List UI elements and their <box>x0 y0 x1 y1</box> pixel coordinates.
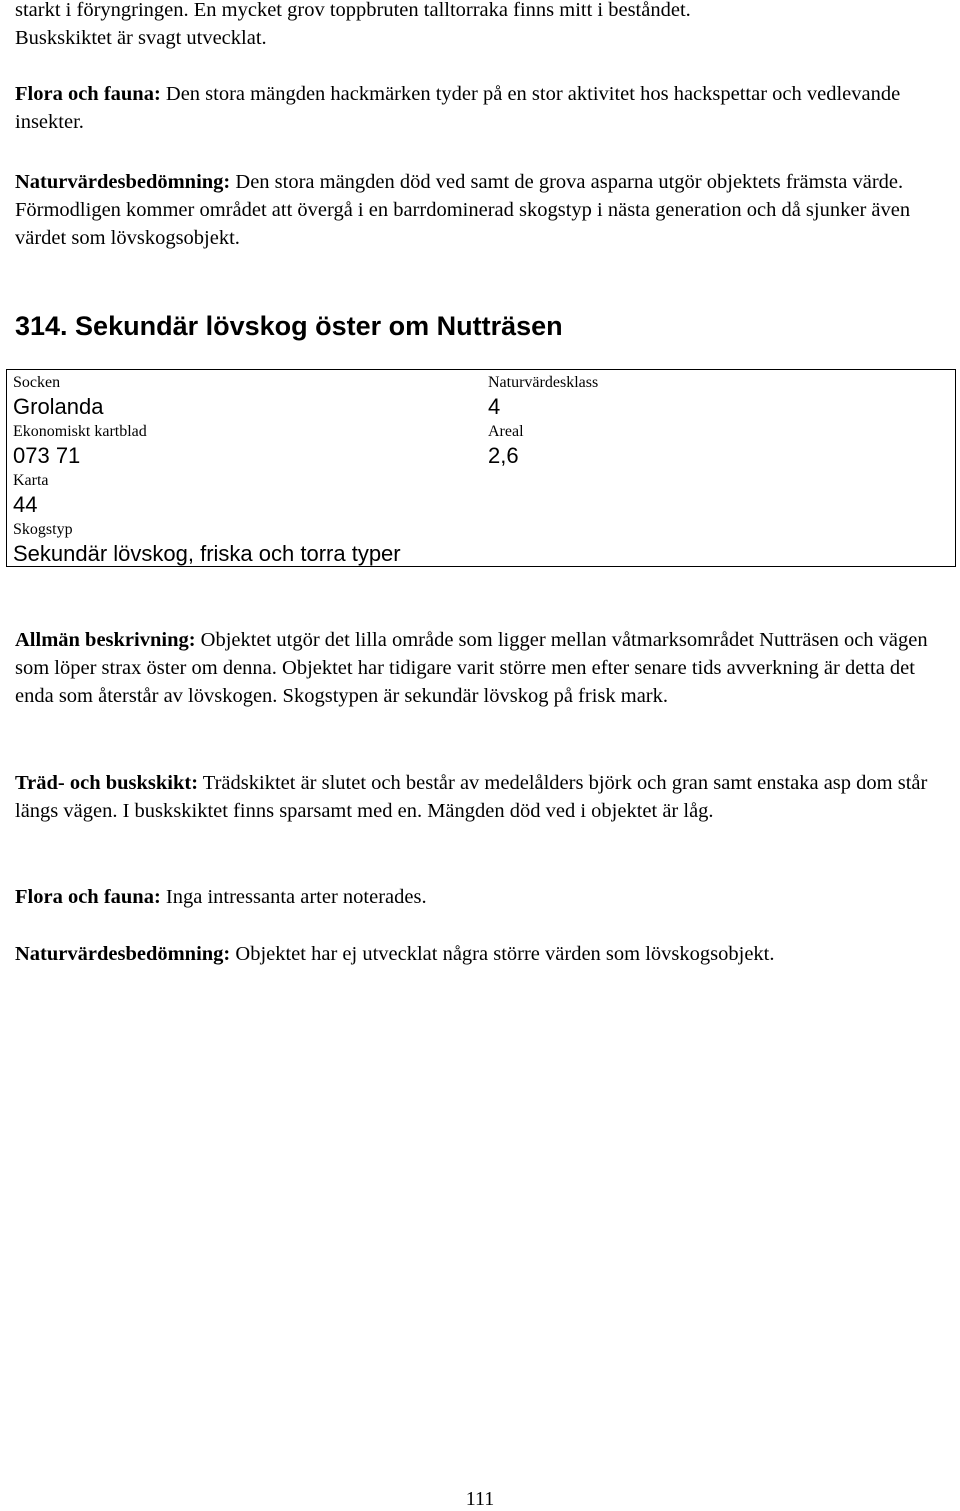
prev-natur-text: Den stora mängden död ved samt de grova asparna utgör objektets främsta värde. Förmodligen kommer området att övergå i en barrdominerad skogstyp i nästa generation och då sjunker även värdet som lövskogsobjekt. <box>15 171 911 249</box>
trad-text: Trädskiktet är slutet och består av medelålders björk och gran samt enstaka asp dom står längs vägen. I buskskiktet finns sparsamt med en. Mängden död ved i objektet är låg. <box>15 772 928 822</box>
intro-line-2: Buskskiktet är svagt utvecklat. <box>15 27 267 49</box>
page-number: 111 <box>465 1488 495 1510</box>
socken-field <box>13 374 104 421</box>
flora-label: Flora och fauna: <box>15 886 161 908</box>
naturvardesklass-field <box>488 374 598 421</box>
trad-label: Träd- och buskskikt: <box>15 772 199 794</box>
allman-text: Objektet utgör det lilla område som ligger mellan våtmarksområdet Nutträsen och vägen som löper strax öster om denna. Objektet har tidigare varit större men efter senare tids avverkning är detta det enda som återstår av lövskogen. Skogstypen är sekundär lövskog på frisk mark. <box>15 629 928 707</box>
skogstyp-value: Sekundär lövskog, friska och torra typer <box>13 541 401 566</box>
intro-line-1: starkt i föryngringen. En mycket grov toppbruten talltorraka finns mitt i beståndet. <box>15 0 691 21</box>
karta-field <box>13 472 49 519</box>
areal-field <box>488 423 524 470</box>
allman-label: Allmän beskrivning: <box>15 629 196 651</box>
kartblad-value: 073 71 <box>13 443 81 468</box>
section-heading: 314. Sekundär lövskog öster om Nutträsen <box>15 311 563 341</box>
karta-value: 44 <box>13 492 38 517</box>
areal-value: 2,6 <box>488 443 519 468</box>
prev-natur-paragraph <box>15 168 950 252</box>
prev-flora-text: Den stora mängden hackmärken tyder på en stor aktivitet hos hackspettar och vedlevande insekter. <box>15 83 901 133</box>
socken-label: Socken <box>13 374 61 391</box>
trad-paragraph <box>15 769 950 825</box>
prev-natur-label: Naturvärdesbedömning: <box>15 171 231 193</box>
prev-flora-label: Flora och fauna: <box>15 83 161 105</box>
natur-paragraph <box>15 940 950 968</box>
prev-flora-paragraph <box>15 80 950 136</box>
skogstyp-label: Skogstyp <box>13 521 73 538</box>
karta-label: Karta <box>13 472 49 489</box>
kartblad-field <box>13 423 147 470</box>
natur-text: Objektet har ej utvecklat några större värden som lövskogsobjekt. <box>230 943 775 965</box>
areal-label: Areal <box>488 423 524 440</box>
allman-paragraph <box>15 626 950 710</box>
info-box <box>6 369 956 567</box>
natur-label: Naturvärdesbedömning: <box>15 943 231 965</box>
naturvardesklass-value: 4 <box>488 394 501 419</box>
kartblad-label: Ekonomiskt kartblad <box>13 423 147 440</box>
flora-paragraph <box>15 883 950 911</box>
skogstyp-field <box>13 521 401 568</box>
naturvardesklass-label: Naturvärdesklass <box>488 374 599 391</box>
flora-text: Inga intressanta arter noterades. <box>160 886 427 908</box>
intro-paragraph <box>15 0 950 52</box>
socken-value: Grolanda <box>13 394 104 419</box>
